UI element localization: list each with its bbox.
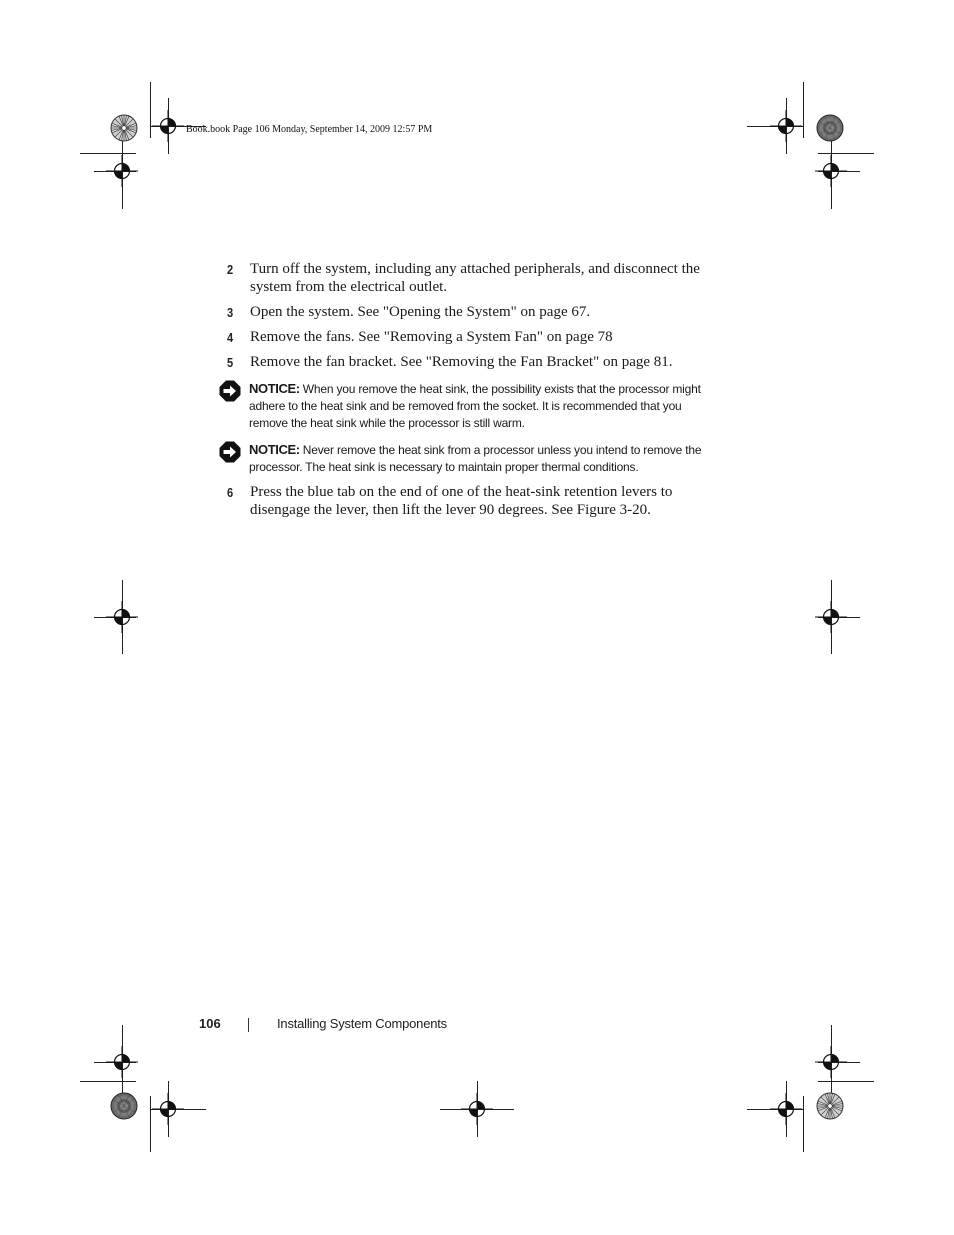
crop-line [803, 82, 804, 138]
crosshair-registration-icon [815, 601, 847, 633]
notice-body: Never remove the heat sink from a processor unless you intend to remove the processor. The heat sink is necessary to maintain proper thermal conditions. [249, 443, 702, 474]
crosshair-registration-icon [106, 155, 138, 187]
crosshair-registration-icon [461, 1093, 493, 1125]
step-text: Remove the fan bracket. See "Removing the Fan Bracket" on page 81. [250, 354, 673, 370]
footer-divider [248, 1018, 249, 1032]
crosshair-registration-icon [815, 155, 847, 187]
notice-arrow-icon [219, 380, 241, 402]
crosshair-registration-icon [152, 1093, 184, 1125]
step-number: 4 [227, 330, 234, 345]
crop-line [80, 153, 136, 154]
printer-rosette-icon [110, 114, 138, 142]
step-text: Remove the fans. See "Removing a System Fan" on page 78 [250, 329, 613, 345]
print-slug: Book.book Page 106 Monday, September 14, 2009 12:57 PM [186, 124, 433, 135]
step-number: 5 [227, 355, 234, 370]
step-text: Turn off the system, including any attached peripherals, and disconnect the system from the electrical outlet. [250, 261, 700, 295]
printer-rosette-icon [816, 1092, 844, 1120]
crop-line [80, 1081, 136, 1082]
crosshair-registration-icon [770, 1093, 802, 1125]
footer-section-title: Installing System Components [277, 1016, 447, 1031]
notice-arrow-icon [219, 441, 241, 463]
crop-line [818, 153, 874, 154]
crop-line [150, 1096, 151, 1152]
crop-line [818, 1081, 874, 1082]
step-number: 2 [227, 262, 234, 277]
step-number: 3 [227, 305, 234, 320]
crop-line [150, 82, 151, 138]
crosshair-registration-icon [106, 601, 138, 633]
notice-body: When you remove the heat sink, the possibility exists that the processor might adhere to the heat sink and be removed from the socket. It is recommended that you remove the heat sink while the processor is still warm. [249, 382, 701, 430]
printer-rosette-icon [110, 1092, 138, 1120]
notice-text [249, 441, 717, 476]
crosshair-registration-icon [770, 110, 802, 142]
crop-line [803, 1096, 804, 1152]
step-text: Press the blue tab on the end of one of the heat-sink retention levers to disengage the lever, then lift the lever 90 degrees. See Figure 3-20. [250, 484, 673, 518]
notice-label: NOTICE: [249, 442, 300, 457]
printer-rosette-icon [816, 114, 844, 142]
page-number: 106 [199, 1016, 221, 1031]
crosshair-registration-icon [152, 110, 184, 142]
crosshair-registration-icon [106, 1046, 138, 1078]
notice-label: NOTICE: [249, 381, 300, 396]
notice-text [249, 380, 717, 432]
step-text: Open the system. See "Opening the System" on page 67. [250, 304, 591, 320]
crosshair-registration-icon [815, 1046, 847, 1078]
step-number: 6 [227, 485, 234, 500]
